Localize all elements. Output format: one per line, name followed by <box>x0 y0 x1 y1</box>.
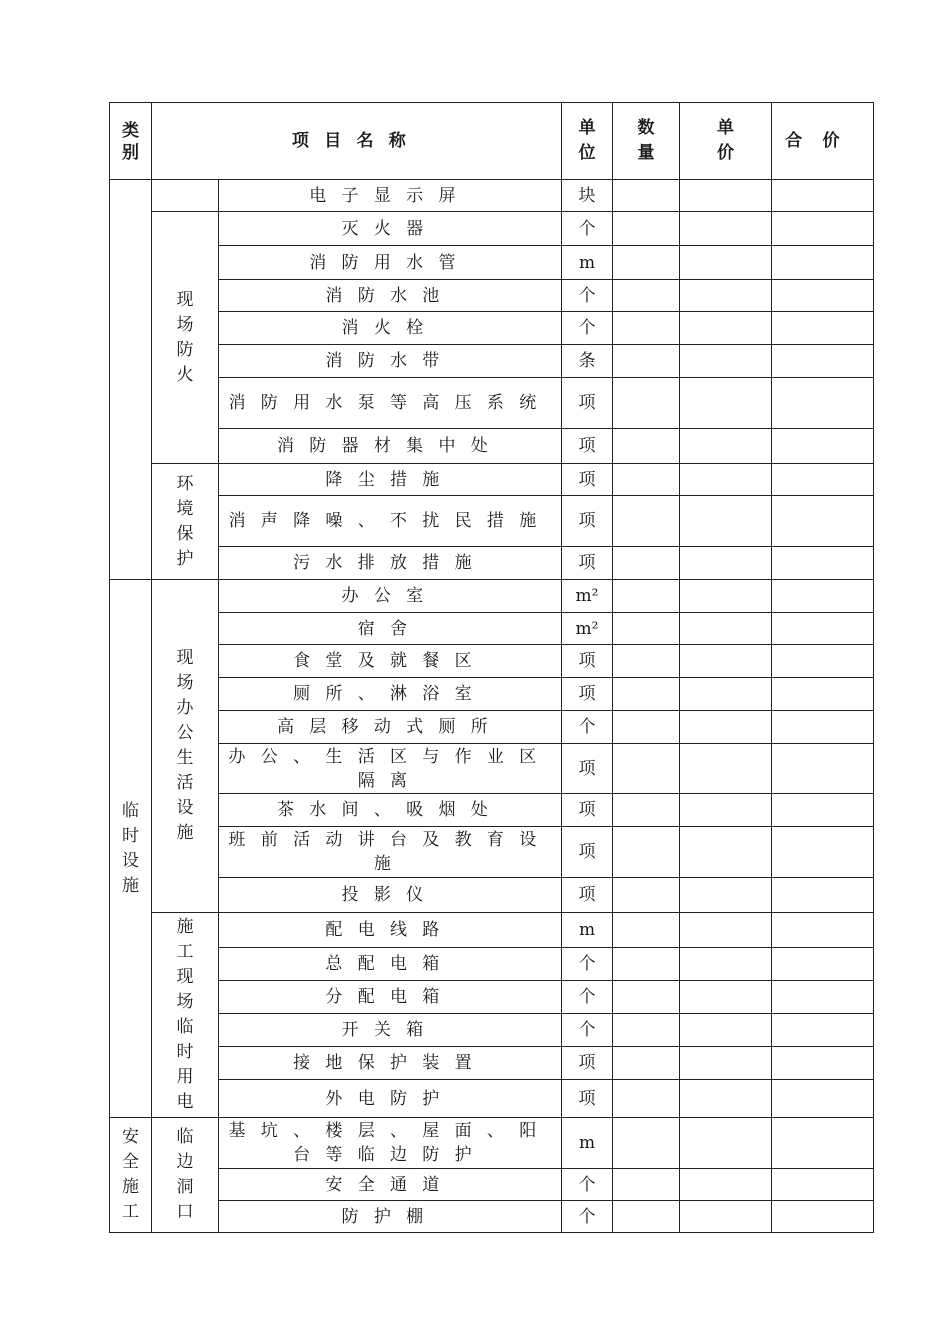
total-cell <box>772 678 874 711</box>
unit-price-cell <box>680 345 772 378</box>
item-unit: 项 <box>562 744 613 794</box>
item-unit: m <box>562 913 613 948</box>
total-cell <box>772 1047 874 1080</box>
item-name: 防护棚 <box>219 1201 562 1233</box>
table-row <box>110 246 874 280</box>
quantity-cell <box>613 280 680 312</box>
item-name: 茶水间、吸烟处 <box>219 794 562 827</box>
quantity-cell <box>613 312 680 345</box>
total-cell <box>772 180 874 212</box>
item-name: 投影仪 <box>219 878 562 913</box>
quantity-cell <box>613 678 680 711</box>
item-unit: m <box>562 246 613 280</box>
item-name: 消火栓 <box>219 312 562 345</box>
item-name: 电子显示屏 <box>219 180 562 212</box>
item-name: 消防水池 <box>219 280 562 312</box>
item-name: 食堂及就餐区 <box>219 645 562 678</box>
unit-price-cell <box>680 744 772 794</box>
item-unit: 块 <box>562 180 613 212</box>
table-row <box>110 645 874 678</box>
item-unit: 项 <box>562 794 613 827</box>
item-name: 降尘措施 <box>219 464 562 496</box>
item-unit: 项 <box>562 878 613 913</box>
table-row <box>110 212 874 246</box>
unit-price-cell <box>680 1014 772 1047</box>
total-cell <box>772 645 874 678</box>
unit-price-cell <box>680 378 772 429</box>
item-unit: 项 <box>562 547 613 580</box>
table-row <box>110 981 874 1014</box>
item-name: 消防水带 <box>219 345 562 378</box>
unit-price-cell <box>680 711 772 744</box>
quantity-cell <box>613 429 680 464</box>
quantity-cell <box>613 1047 680 1080</box>
quantity-cell <box>613 464 680 496</box>
item-name: 班前活动讲台及教育设施 <box>219 827 562 878</box>
quantity-cell <box>613 827 680 878</box>
table-row <box>110 613 874 645</box>
unit-price-cell <box>680 429 772 464</box>
unit-price-cell <box>680 794 772 827</box>
quantity-cell <box>613 246 680 280</box>
item-unit: 项 <box>562 429 613 464</box>
table-row <box>110 878 874 913</box>
total-cell <box>772 246 874 280</box>
total-cell <box>772 212 874 246</box>
quantity-cell <box>613 645 680 678</box>
unit-price-cell <box>680 1118 772 1169</box>
table-row <box>110 794 874 827</box>
unit-price-cell <box>680 948 772 981</box>
unit-price-cell <box>680 1169 772 1201</box>
quantity-cell <box>613 981 680 1014</box>
item-unit: 项 <box>562 378 613 429</box>
unit-price-cell <box>680 280 772 312</box>
table-row <box>110 580 874 613</box>
total-cell <box>772 580 874 613</box>
total-cell <box>772 378 874 429</box>
item-name: 配电线路 <box>219 913 562 948</box>
unit-price-cell <box>680 547 772 580</box>
item-unit: 项 <box>562 1080 613 1118</box>
header-category: 类别 <box>110 103 152 180</box>
quantity-cell <box>613 1014 680 1047</box>
table-row <box>110 1047 874 1080</box>
header-row <box>110 103 874 180</box>
total-cell <box>772 744 874 794</box>
item-name: 开关箱 <box>219 1014 562 1047</box>
item-unit: 个 <box>562 1169 613 1201</box>
unit-price-cell <box>680 981 772 1014</box>
quote-table <box>109 102 874 1233</box>
item-unit: 项 <box>562 1047 613 1080</box>
unit-price-cell <box>680 246 772 280</box>
table-row <box>110 464 874 496</box>
table-row <box>110 312 874 345</box>
quantity-cell <box>613 547 680 580</box>
item-name: 消声降噪、不扰民措施 <box>219 496 562 547</box>
quantity-cell <box>613 711 680 744</box>
item-name: 接地保护装置 <box>219 1047 562 1080</box>
item-unit: 个 <box>562 212 613 246</box>
total-cell <box>772 981 874 1014</box>
item-unit: m² <box>562 580 613 613</box>
table-row <box>110 948 874 981</box>
category-safe-construction: 安全施工 <box>110 1118 152 1233</box>
table-row <box>110 280 874 312</box>
item-unit: 项 <box>562 464 613 496</box>
item-name: 总配电箱 <box>219 948 562 981</box>
item-unit: 个 <box>562 312 613 345</box>
table-row <box>110 1118 874 1169</box>
total-cell <box>772 345 874 378</box>
header-total: 合价 <box>772 103 874 180</box>
group-fire: 现场防火 <box>152 212 219 464</box>
table-row <box>110 1169 874 1201</box>
item-unit: 个 <box>562 948 613 981</box>
unit-price-cell <box>680 1047 772 1080</box>
quantity-cell <box>613 580 680 613</box>
quantity-cell <box>613 180 680 212</box>
unit-price-cell <box>680 180 772 212</box>
group-office: 现场办公生活设施 <box>152 580 219 913</box>
item-name: 污水排放措施 <box>219 547 562 580</box>
quantity-cell <box>613 948 680 981</box>
item-unit: 个 <box>562 1201 613 1233</box>
item-unit: 项 <box>562 827 613 878</box>
item-name: 分配电箱 <box>219 981 562 1014</box>
quantity-cell <box>613 1118 680 1169</box>
total-cell <box>772 429 874 464</box>
quantity-cell <box>613 613 680 645</box>
item-name: 办公、生活区与作业区隔离 <box>219 744 562 794</box>
header-unit-price: 单价 <box>680 103 772 180</box>
total-cell <box>772 1014 874 1047</box>
quantity-cell <box>613 794 680 827</box>
quantity-cell <box>613 1169 680 1201</box>
item-name: 消防器材集中处 <box>219 429 562 464</box>
table-row <box>110 744 874 794</box>
item-name: 宿舍 <box>219 613 562 645</box>
unit-price-cell <box>680 1201 772 1233</box>
unit-price-cell <box>680 464 772 496</box>
item-name: 基坑、楼层、屋面、阳台等临边防护 <box>219 1118 562 1169</box>
item-unit: 条 <box>562 345 613 378</box>
group-edge: 临边洞口 <box>152 1118 219 1233</box>
header-unit: 单位 <box>562 103 613 180</box>
table-row <box>110 711 874 744</box>
item-name: 安全通道 <box>219 1169 562 1201</box>
table-row <box>110 913 874 948</box>
total-cell <box>772 464 874 496</box>
quantity-cell <box>613 744 680 794</box>
table-row <box>110 678 874 711</box>
table-row <box>110 1201 874 1233</box>
unit-price-cell <box>680 580 772 613</box>
item-unit: 项 <box>562 496 613 547</box>
item-unit: 个 <box>562 280 613 312</box>
unit-price-cell <box>680 613 772 645</box>
total-cell <box>772 948 874 981</box>
item-name: 高层移动式厕所 <box>219 711 562 744</box>
item-name: 消防用水管 <box>219 246 562 280</box>
total-cell <box>772 794 874 827</box>
group-env: 环境保护 <box>152 464 219 580</box>
table-row <box>110 1014 874 1047</box>
total-cell <box>772 312 874 345</box>
total-cell <box>772 1201 874 1233</box>
total-cell <box>772 547 874 580</box>
unit-price-cell <box>680 678 772 711</box>
unit-price-cell <box>680 827 772 878</box>
group-cell-blank <box>152 180 219 212</box>
quantity-cell <box>613 212 680 246</box>
unit-price-cell <box>680 212 772 246</box>
unit-price-cell <box>680 645 772 678</box>
table-row <box>110 345 874 378</box>
item-unit: m <box>562 1118 613 1169</box>
total-cell <box>772 496 874 547</box>
table-row <box>110 496 874 547</box>
quantity-cell <box>613 878 680 913</box>
header-quantity: 数量 <box>613 103 680 180</box>
group-power: 施工现场临时用电 <box>152 913 219 1118</box>
item-name: 消防用水泵等高压系统 <box>219 378 562 429</box>
table-row <box>110 1080 874 1118</box>
item-name: 灭火器 <box>219 212 562 246</box>
table-row <box>110 827 874 878</box>
quantity-cell <box>613 1080 680 1118</box>
item-unit: 项 <box>562 678 613 711</box>
total-cell <box>772 1118 874 1169</box>
item-unit: 个 <box>562 981 613 1014</box>
unit-price-cell <box>680 312 772 345</box>
total-cell <box>772 827 874 878</box>
total-cell <box>772 280 874 312</box>
table-row <box>110 378 874 429</box>
table-row <box>110 180 874 212</box>
quantity-cell <box>613 1201 680 1233</box>
unit-price-cell <box>680 913 772 948</box>
total-cell <box>772 913 874 948</box>
item-unit: 个 <box>562 1014 613 1047</box>
unit-price-cell <box>680 496 772 547</box>
item-unit: 项 <box>562 645 613 678</box>
item-name: 厕所、淋浴室 <box>219 678 562 711</box>
category-cell-blank <box>110 180 152 580</box>
quantity-cell <box>613 496 680 547</box>
quantity-cell <box>613 345 680 378</box>
total-cell <box>772 1169 874 1201</box>
total-cell <box>772 1080 874 1118</box>
unit-price-cell <box>680 878 772 913</box>
category-temporary-facilities: 临时设施 <box>110 580 152 1118</box>
unit-price-cell <box>680 1080 772 1118</box>
header-item-name: 项目名称 <box>152 103 562 180</box>
table-row <box>110 547 874 580</box>
total-cell <box>772 613 874 645</box>
total-cell <box>772 711 874 744</box>
item-unit: 个 <box>562 711 613 744</box>
table-row <box>110 429 874 464</box>
item-name: 外电防护 <box>219 1080 562 1118</box>
total-cell <box>772 878 874 913</box>
item-name: 办公室 <box>219 580 562 613</box>
quantity-cell <box>613 378 680 429</box>
quantity-cell <box>613 913 680 948</box>
item-unit: m² <box>562 613 613 645</box>
